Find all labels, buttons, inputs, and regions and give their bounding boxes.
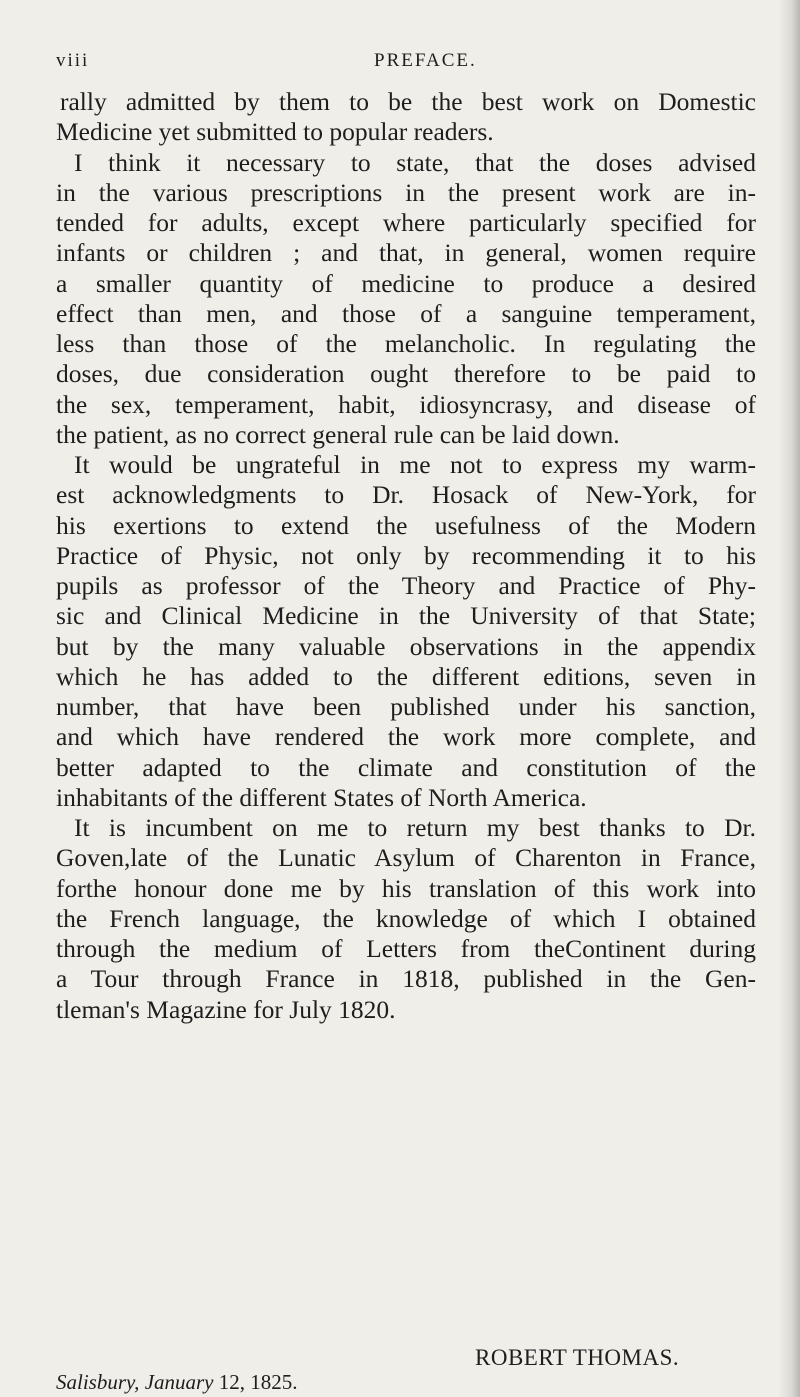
dateline-month: January: [144, 1370, 214, 1394]
text-line: est acknowledgments to Dr. Hosack of New-York, for: [56, 480, 756, 510]
text-line: in the various prescriptions in the present work are in-: [56, 177, 756, 207]
text-line: which he has added to the different editions, seven in: [56, 661, 756, 691]
text-line: through the medium of Letters from theContinent during: [56, 934, 756, 963]
running-head: [56, 50, 756, 80]
dateline-day-year: 12, 1825.: [218, 1370, 298, 1394]
text-line: Medicine yet submitted to popular readers.: [56, 117, 494, 147]
text-line: tended for adults, except where particularly specified for: [56, 208, 756, 237]
page-number: viii: [56, 50, 90, 71]
text-line: inhabitants of the different States of North America.: [56, 782, 587, 812]
text-line: I think it necessary to state, that the doses advised: [74, 147, 756, 177]
author-signature: ROBERT THOMAS.: [475, 1345, 680, 1370]
text-line: the patient, as no correct general rule can be laid down.: [56, 419, 620, 449]
text-line: a Tour through France in 1818, published in the Gen-: [56, 964, 756, 994]
text-line: the sex, temperament, habit, idiosyncrasy, and disease of: [56, 389, 756, 419]
text-line: less than those of the melancholic. In regulating the: [56, 329, 756, 358]
text-line: effect than men, and those of a sanguine temperament,: [56, 298, 756, 328]
text-line: sic and Clinical Medicine in the University of that State;: [56, 601, 756, 631]
preface-body: [56, 87, 756, 1025]
text-line: infants or children ; and that, in general, women require: [56, 238, 756, 268]
text-line: pupils as professor of the Theory and Practice of Phy-: [56, 571, 756, 600]
text-line: Goven,late of the Lunatic Asylum of Charenton in France,: [56, 843, 756, 873]
text-line: the French language, the knowledge of which I obtained: [56, 903, 756, 933]
dateline-place: Salisbury,: [56, 1370, 140, 1394]
text-line: number, that have been published under his sanction,: [56, 692, 756, 721]
text-line: better adapted to the climate and constitution of the: [56, 752, 756, 782]
text-line: his exertions to extend the usefulness of the Modern: [56, 510, 756, 540]
text-line: and which have rendered the work more complete, and: [56, 722, 756, 752]
dateline: [56, 1370, 298, 1395]
text-line: It would be ungrateful in me not to express my warm-: [74, 450, 756, 479]
text-line: forthe honour done me by his translation of this work into: [56, 873, 756, 903]
page-edge-shadow: [778, 0, 800, 1397]
text-line: rally admitted by them to be the best work on Domestic: [60, 87, 756, 116]
text-line: It is incumbent on me to return my best thanks to Dr.: [74, 813, 756, 842]
text-line: but by the many valuable observations in the appendix: [56, 631, 756, 661]
text-line: Practice of Physic, not only by recommending it to his: [56, 540, 756, 570]
text-line: a smaller quantity of medicine to produce a desired: [56, 268, 756, 298]
text-line: doses, due consideration ought therefore to be paid to: [56, 359, 756, 389]
text-line: tleman's Magazine for July 1820.: [56, 994, 396, 1024]
running-head-title: PREFACE.: [374, 50, 477, 71]
